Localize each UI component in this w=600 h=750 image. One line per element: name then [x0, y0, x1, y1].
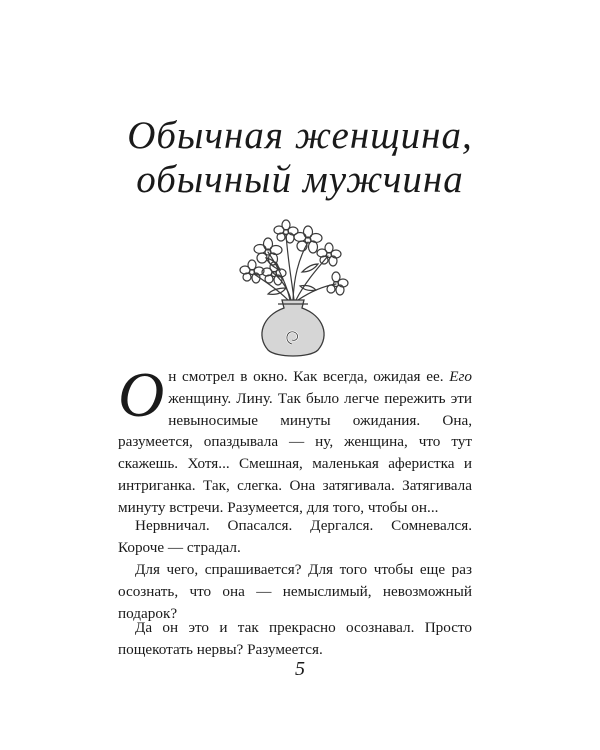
paragraph-2-text: Нервничал. Опасался. Дергался. Сомневался. Короче — страдал.: [118, 517, 472, 556]
paragraph-1-text-b: женщину. Лину. Так было легче пережить эти невыносимые минуты ожидания. Она, разумеется, опаздывала — ну, женщина, что тут скажешь. Хотя... Смешная, маленькая аферистка и интриганка. Так, слегка. Она затягивала. Затягивала минуту встречи. Разумеется, для того, чтобы он...: [118, 389, 472, 516]
drop-cap: О: [118, 359, 165, 430]
flower-vase-illustration: [228, 212, 358, 362]
paragraph-1-emphasis: Его: [449, 368, 472, 385]
page-number: 5: [295, 658, 305, 680]
paragraph-3-text: Для чего, спрашивается? Для того чтобы еще раз осознать, что она — немыслимый, невозможный подарок?: [118, 561, 472, 622]
paragraph-4: [118, 617, 472, 661]
paragraph-2: [118, 515, 472, 559]
paragraph-4-text: Да он это и так прекрасно осознавал. Просто пощекотать нервы? Разумеется.: [118, 619, 472, 658]
paragraph-1: [118, 359, 472, 519]
chapter-title-line-1: Обычная женщина,: [127, 114, 473, 157]
chapter-title-line-2: обычный мужчина: [136, 158, 464, 201]
paragraph-1-text-a: н смотрел в окно. Как всегда, ожидая ее.: [168, 368, 450, 385]
paragraph-3: [118, 559, 472, 624]
